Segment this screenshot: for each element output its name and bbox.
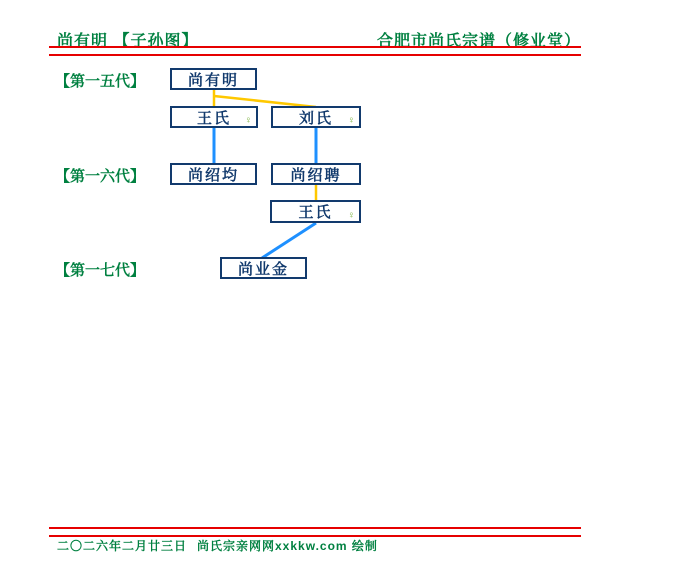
person-name: 王氏 [298, 204, 333, 221]
person-node-wang-shi-2[interactable] [270, 200, 361, 223]
child-link-line [262, 223, 316, 258]
footer-credit: 尚氏宗亲网网xxkkw.com 绘制 [197, 539, 378, 553]
footer-date: 二〇二六年二月廿三日 [57, 539, 188, 553]
person-name: 王氏 [196, 109, 231, 127]
clan-register-title: 合肥市尚氏宗谱（修业堂） [376, 33, 581, 50]
person-name: 刘氏 [298, 109, 333, 127]
generation-label-15: 【第一五代】 [55, 73, 146, 90]
generation-label-16: 【第一六代】 [55, 168, 146, 185]
female-icon: ♀ [244, 115, 252, 126]
person-node-wang-shi-1[interactable] [170, 106, 258, 128]
female-icon: ♀ [347, 210, 355, 221]
page-title: 尚有明 【子孙图】 [57, 33, 199, 50]
generation-label-17: 【第一七代】 [55, 262, 146, 279]
person-name: 尚业金 [237, 260, 289, 278]
person-node-shang-shaopin[interactable] [271, 163, 361, 185]
person-node-shang-youming[interactable] [170, 68, 257, 90]
person-node-shang-yejin[interactable] [220, 257, 307, 279]
header-double-rule [49, 46, 581, 56]
female-icon: ♀ [347, 115, 355, 126]
person-node-shang-shaojun[interactable] [170, 163, 257, 185]
person-name: 尚有明 [187, 71, 239, 89]
footer-double-rule [49, 527, 581, 537]
person-name: 尚绍均 [187, 166, 239, 184]
person-node-liu-shi[interactable] [271, 106, 361, 128]
person-name: 尚绍聘 [290, 166, 342, 184]
